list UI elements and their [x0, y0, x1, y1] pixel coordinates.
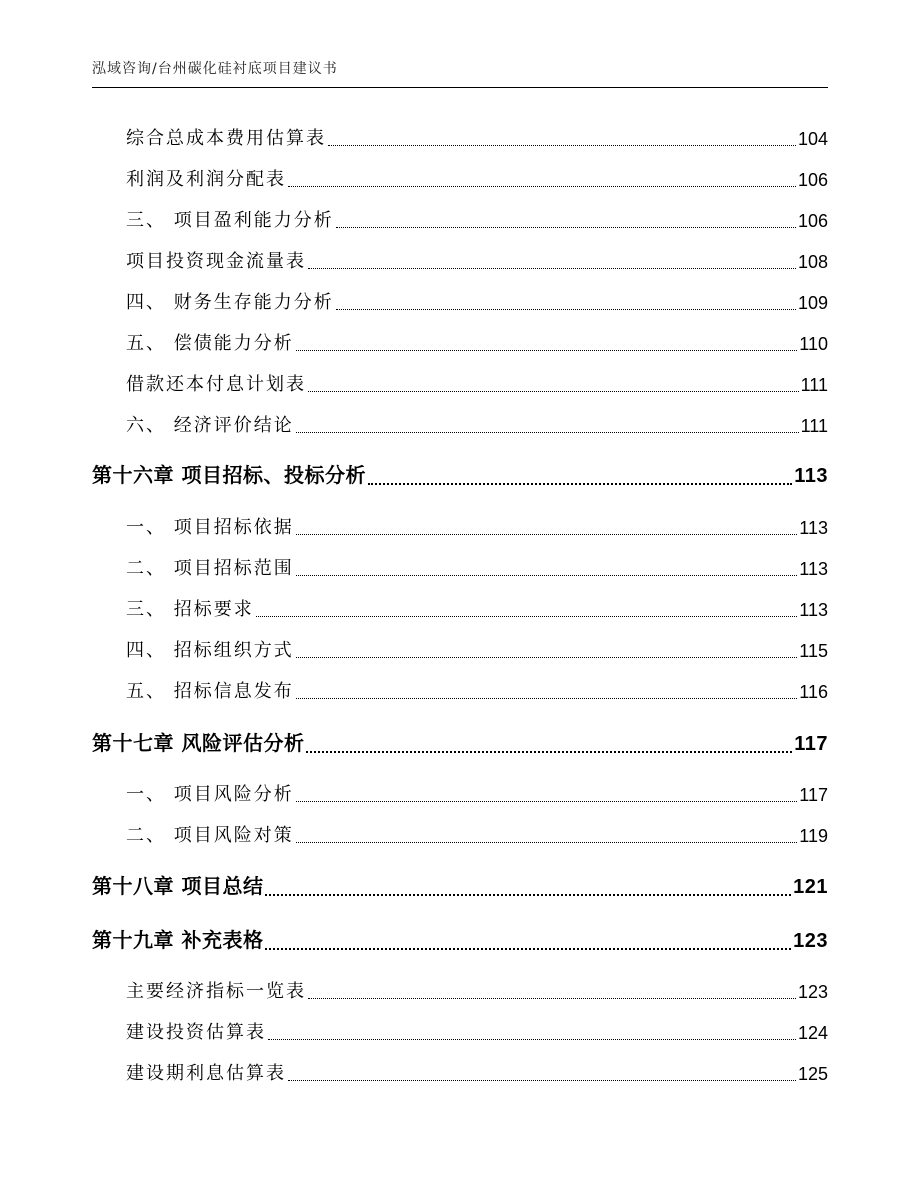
toc-entry-title: 第十七章 风险评估分析 [92, 731, 305, 755]
toc-entry-title: 主要经济指标一览表 [126, 981, 306, 1002]
dot-leader [328, 132, 796, 150]
toc-page-number: 113 [799, 600, 828, 620]
toc-entry-title: 第十九章 补充表格 [92, 928, 264, 952]
dot-leader [296, 788, 798, 806]
dot-leader [288, 173, 796, 191]
toc-section-entry[interactable] [126, 329, 828, 355]
toc-page-number: 108 [797, 252, 828, 272]
toc-entry-title: 三、 招标要求 [126, 599, 254, 620]
toc-entry-title: 一、 项目风险分析 [126, 784, 294, 805]
toc-entry-title: 六、 经济评价结论 [126, 415, 294, 436]
toc-section-entry[interactable] [126, 677, 828, 703]
toc-page-number: 106 [797, 170, 828, 190]
toc-section-entry[interactable] [126, 780, 828, 806]
toc-entry-title: 四、 财务生存能力分析 [126, 292, 334, 313]
dot-leader [308, 378, 799, 396]
dot-leader [288, 1067, 796, 1085]
toc-page-number: 109 [797, 293, 828, 313]
dot-leader [296, 829, 798, 847]
toc-entry-title: 综合总成本费用估算表 [126, 128, 326, 149]
toc-section-entry[interactable] [126, 124, 828, 150]
toc-section-entry[interactable] [126, 1018, 828, 1044]
toc-chapter-entry[interactable] [92, 459, 828, 488]
toc-page-number: 111 [800, 375, 828, 395]
toc-section-entry[interactable] [126, 513, 828, 539]
toc-section-entry[interactable] [126, 206, 828, 232]
toc-entry-title: 建设期利息估算表 [126, 1063, 286, 1084]
toc-page-number: 113 [799, 559, 828, 579]
toc-page-number: 104 [797, 129, 828, 149]
dot-leader [296, 337, 798, 355]
toc-page-number: 124 [797, 1023, 828, 1043]
dot-leader [336, 296, 796, 314]
toc-section-entry[interactable] [126, 165, 828, 191]
toc-section-entry[interactable] [126, 288, 828, 314]
dot-leader [308, 985, 796, 1003]
dot-leader [296, 644, 798, 662]
dot-leader [368, 468, 792, 488]
toc-section-entry[interactable] [126, 821, 828, 847]
toc-entry-title: 一、 项目招标依据 [126, 517, 294, 538]
dot-leader [296, 521, 798, 539]
toc-page-number: 116 [799, 682, 828, 702]
toc-page-number: 113 [799, 518, 828, 538]
toc-section-entry[interactable] [126, 247, 828, 273]
toc-page-number: 111 [800, 416, 828, 436]
toc-section-entry[interactable] [126, 977, 828, 1003]
toc-entry-title: 二、 项目招标范围 [126, 558, 294, 579]
dot-leader [296, 562, 798, 580]
toc-chapter-entry[interactable] [92, 870, 828, 899]
toc-chapter-entry[interactable] [92, 924, 828, 953]
toc-section-entry[interactable] [126, 595, 828, 621]
toc-page-number: 123 [797, 982, 828, 1002]
dot-leader [256, 603, 798, 621]
toc-entry-title: 五、 偿债能力分析 [126, 333, 294, 354]
toc-entry-title: 三、 项目盈利能力分析 [126, 210, 334, 231]
dot-leader [306, 736, 792, 756]
toc-section-entry[interactable] [126, 1059, 828, 1085]
toc-page-number: 123 [793, 930, 828, 952]
dot-leader [265, 933, 791, 953]
dot-leader [296, 419, 799, 437]
toc-entry-title: 利润及利润分配表 [126, 169, 286, 190]
toc-page-number: 119 [799, 826, 828, 846]
toc-page-number: 113 [794, 465, 828, 487]
toc-section-entry[interactable] [126, 370, 828, 396]
dot-leader [265, 879, 791, 899]
toc-entry-title: 借款还本付息计划表 [126, 374, 306, 395]
running-header: 泓域咨询/台州碳化硅衬底项目建议书 [92, 61, 338, 77]
toc-page-number: 117 [794, 733, 828, 755]
toc-entry-title: 第十八章 项目总结 [92, 874, 264, 898]
toc-entry-title: 建设投资估算表 [126, 1022, 266, 1043]
toc-page-number: 125 [797, 1064, 828, 1084]
toc-section-entry[interactable] [126, 411, 828, 437]
toc-section-entry[interactable] [126, 636, 828, 662]
toc-entry-title: 五、 招标信息发布 [126, 681, 294, 702]
toc-page-number: 117 [799, 785, 828, 805]
toc-entry-title: 二、 项目风险对策 [126, 825, 294, 846]
dot-leader [308, 255, 796, 273]
toc-page-number: 106 [797, 211, 828, 231]
toc-entry-title: 四、 招标组织方式 [126, 640, 294, 661]
toc-entry-title: 项目投资现金流量表 [126, 251, 306, 272]
toc-page-number: 115 [799, 641, 828, 661]
dot-leader [336, 214, 796, 232]
dot-leader [296, 685, 798, 703]
toc-chapter-entry[interactable] [92, 727, 828, 756]
toc-entry-title: 第十六章 项目招标、投标分析 [92, 463, 366, 487]
dot-leader [268, 1026, 796, 1044]
toc-section-entry[interactable] [126, 554, 828, 580]
toc-page-number: 110 [799, 334, 828, 354]
toc-page-number: 121 [793, 876, 828, 898]
